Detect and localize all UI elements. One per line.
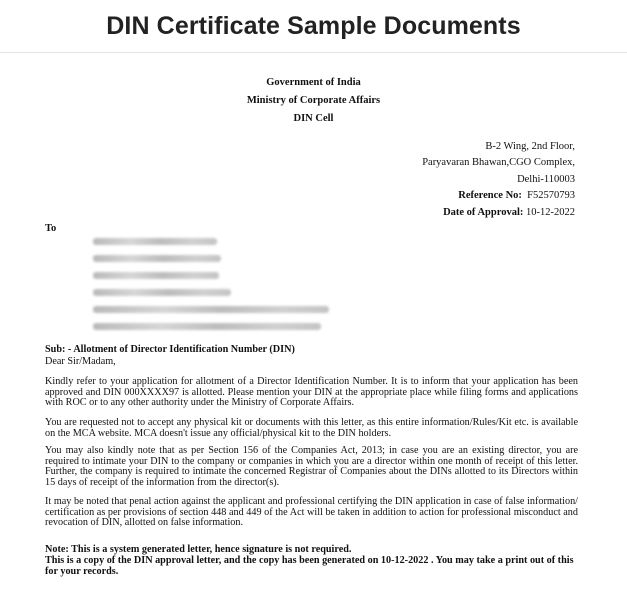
din-letter xyxy=(0,53,627,610)
approval-date xyxy=(443,207,575,218)
redacted-recipient-address xyxy=(93,238,329,340)
letter-header-cell: DIN Cell xyxy=(293,113,334,124)
approval-value: 10-12-2022 xyxy=(526,207,575,218)
subject-line: Sub: - Allotment of Director Identification Number (DIN) xyxy=(45,344,295,355)
address-line-2: Paryavaran Bhawan,CGO Complex, xyxy=(422,157,575,168)
redacted-line xyxy=(93,255,221,262)
redacted-line xyxy=(93,238,217,245)
paragraph-allotment: Kindly refer to your application for allotment of a Director Identification Number. It is to inform that your application has been approved and DIN 000XXXX97 is allotted. Please mention your DIN at the appropriate place while filing forms and applications with ROC or to any other authority under the Ministry of Corporate Affairs. xyxy=(45,376,578,409)
redacted-line xyxy=(93,289,231,296)
page-banner xyxy=(0,0,627,53)
reference-value: F52570793 xyxy=(527,190,575,201)
paragraph-section-156: You may also kindly note that as per Section 156 of the Companies Act, 2013; in case you are an existing director, you are required to intimate your DIN to the company or companies in which you are a director within one month of receipt of this letter. Further, the company is required to intimate the concerned Registrar of Companies about the DINs allotted to its Directors within 15 days of receipt of the information from the director(s). xyxy=(45,445,578,488)
paragraph-penal-action: It may be noted that penal action against the applicant and professional certifying the DIN application in case of false information/ certification as per provisions of section 448 and 449 of the Act will be taken in addition to action for professional misconduct and revocation of DIN, allotted on false information. xyxy=(45,496,578,529)
approval-label: Date of Approval: xyxy=(443,207,524,218)
page-title: DIN Certificate Sample Documents xyxy=(106,11,521,40)
reference-number xyxy=(458,190,575,201)
redacted-line xyxy=(93,323,321,330)
note-system-generated: Note: This is a system generated letter, hence signature is not required. xyxy=(45,544,352,555)
letter-header-ministry: Ministry of Corporate Affairs xyxy=(246,95,381,106)
address-line-3: Delhi-110003 xyxy=(517,174,575,185)
address-line-1: B-2 Wing, 2nd Floor, xyxy=(485,141,575,152)
paragraph-kit-notice: You are requested not to accept any physical kit or documents with this letter, as this entire information/Rules/Kit etc. is available on the MCA website. MCA doesn't issue any official/physical kit to the DIN holders. xyxy=(45,417,578,439)
redacted-line xyxy=(93,272,219,279)
reference-label: Reference No: xyxy=(458,190,522,201)
redacted-line xyxy=(93,306,329,313)
letter-header-government: Government of India xyxy=(266,77,361,88)
to-label: To xyxy=(45,223,57,234)
note-copy-generated: This is a copy of the DIN approval letter, and the copy has been generated on 10-12-2022 . You may take a print out of this for your records. xyxy=(45,555,574,577)
salutation: Dear Sir/Madam, xyxy=(45,356,116,367)
